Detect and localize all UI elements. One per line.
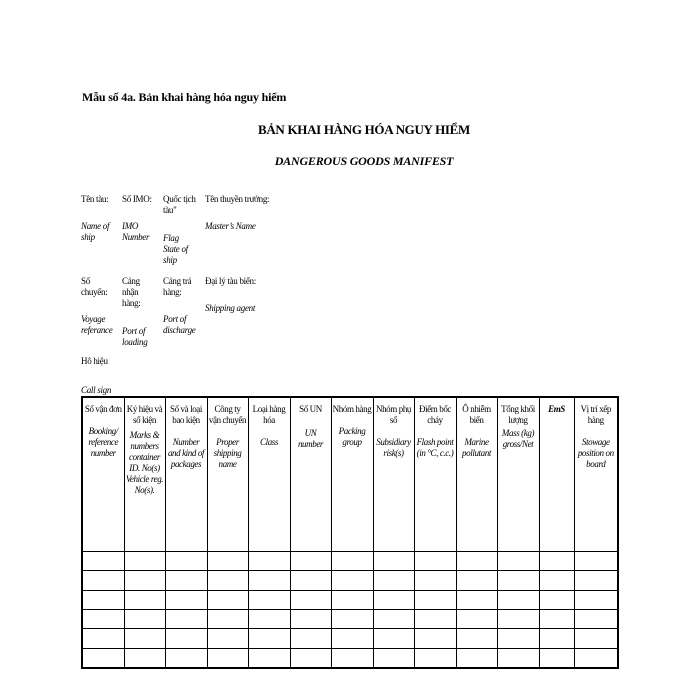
table-cell[interactable] [414, 551, 456, 570]
table-cell[interactable] [574, 590, 618, 609]
dangerous-goods-table [81, 396, 619, 669]
form-number: Mẫu số 4a. Bản khai hàng hóa nguy hiểm [82, 90, 287, 104]
column-header [456, 397, 497, 551]
column-header-vi: Nhóm phụ số [375, 404, 412, 425]
table-cell[interactable] [165, 590, 207, 609]
table-row [82, 590, 618, 609]
table-header-row [82, 397, 618, 551]
table-cell[interactable] [539, 551, 574, 570]
table-cell[interactable] [207, 551, 248, 570]
port-loading-label: Cảng nhận hàng: [122, 276, 141, 308]
table-cell[interactable] [574, 551, 618, 570]
title-vietnamese: BẢN KHAI HÀNG HÓA NGUY HIỂM [257, 122, 471, 137]
table-cell[interactable] [248, 648, 290, 668]
table-cell[interactable] [207, 609, 248, 628]
call-sign-en-label: Call sign [81, 385, 112, 395]
column-header [124, 397, 165, 551]
table-cell[interactable] [539, 571, 574, 590]
table-cell[interactable] [124, 648, 165, 668]
table-cell[interactable] [456, 590, 497, 609]
table-cell[interactable] [331, 609, 373, 628]
table-cell[interactable] [248, 629, 290, 648]
table-cell[interactable] [290, 551, 331, 570]
table-cell[interactable] [574, 571, 618, 590]
table-cell[interactable] [497, 648, 539, 668]
title-english: DANGEROUS GOODS MANIFEST [274, 154, 454, 168]
call-sign-label: Hô hiệu [81, 356, 108, 366]
table-cell[interactable] [165, 629, 207, 648]
table-cell[interactable] [456, 609, 497, 628]
port-discharge-label: Cảng trả hàng: [163, 276, 192, 297]
table-cell[interactable] [373, 609, 414, 628]
table-cell[interactable] [497, 629, 539, 648]
column-header-vi: Công ty vận chuyển [208, 404, 247, 425]
table-row [82, 609, 618, 628]
column-header-en: Flash point (in °C, c.c.) [416, 437, 454, 458]
table-cell[interactable] [373, 571, 414, 590]
column-header-en: Proper shipping name [213, 437, 242, 469]
column-header [331, 397, 373, 551]
table-cell[interactable] [456, 648, 497, 668]
table-cell[interactable] [124, 590, 165, 609]
table-cell[interactable] [82, 551, 124, 570]
table-cell[interactable] [124, 571, 165, 590]
column-header [539, 397, 574, 551]
column-header-vi: Loại hàng hóa [252, 404, 286, 425]
ship-name-label: Tên tàu: [81, 194, 109, 204]
column-header-en: Packing group [338, 426, 366, 447]
column-header-en: Marine pollutant [462, 437, 491, 458]
table-cell[interactable] [248, 609, 290, 628]
table-cell[interactable] [331, 629, 373, 648]
table-cell[interactable] [414, 648, 456, 668]
column-header-en: Mass (kg) gross/Net [501, 428, 535, 449]
shipping-agent-label: Đại lý tàu biển: [205, 276, 256, 286]
table-cell[interactable] [82, 629, 124, 648]
column-header-vi: Vị trí xếp hàng [580, 404, 611, 425]
column-header-vi: Tổng khối lượng [501, 404, 535, 425]
table-cell[interactable] [331, 590, 373, 609]
table-row [82, 648, 618, 668]
table-cell[interactable] [456, 551, 497, 570]
table-row [82, 571, 618, 590]
table-cell[interactable] [290, 590, 331, 609]
column-header-vi: Điểm bốc cháy [418, 404, 452, 425]
flag-en-label: Flag State of ship [163, 233, 188, 265]
column-header-en: Class [259, 437, 278, 447]
column-header [207, 397, 248, 551]
column-header [574, 397, 618, 551]
table-cell[interactable] [207, 571, 248, 590]
table-cell[interactable] [539, 609, 574, 628]
table-cell[interactable] [165, 609, 207, 628]
column-header-en: EmS [548, 404, 565, 414]
table-cell[interactable] [290, 648, 331, 668]
table-cell[interactable] [207, 590, 248, 609]
table-cell[interactable] [414, 571, 456, 590]
table-cell[interactable] [331, 571, 373, 590]
table-cell[interactable] [124, 551, 165, 570]
imo-label: Số IMO: [122, 194, 152, 204]
table-cell[interactable] [248, 551, 290, 570]
flag-label: Quốc tịch tàu" [163, 194, 196, 215]
table-cell[interactable] [290, 629, 331, 648]
table-cell[interactable] [539, 648, 574, 668]
column-header [373, 397, 414, 551]
port-loading-en-label: Port of loading [122, 326, 148, 347]
column-header-vi: Ký hiệu và số kiện [126, 404, 163, 425]
column-header [82, 397, 124, 551]
table-cell[interactable] [497, 609, 539, 628]
column-header-en: Marks & numbers container ID. No(s) Vehicle reg. No(s). [125, 430, 164, 495]
imo-en-label: IMO Number [122, 221, 150, 242]
column-header [165, 397, 207, 551]
voyage-label: Số chuyến: [81, 276, 108, 297]
table-cell[interactable] [290, 571, 331, 590]
table-cell[interactable] [539, 590, 574, 609]
table-cell[interactable] [82, 590, 124, 609]
table-cell[interactable] [165, 551, 207, 570]
table-cell[interactable] [207, 629, 248, 648]
table-cell[interactable] [373, 629, 414, 648]
table-cell[interactable] [497, 551, 539, 570]
master-name-label: Tên thuyền trưởng: [205, 194, 270, 204]
column-header-en: Number and kind of packages [167, 437, 205, 469]
table-cell[interactable] [165, 571, 207, 590]
table-cell[interactable] [414, 609, 456, 628]
ship-name-en-label: Name of ship [81, 221, 110, 242]
table-cell[interactable] [414, 629, 456, 648]
table-cell[interactable] [290, 609, 331, 628]
column-header-en: UN number [297, 428, 324, 449]
table-row [82, 629, 618, 648]
master-name-en-label: Master’s Name [205, 221, 256, 231]
table-cell[interactable] [539, 629, 574, 648]
port-discharge-en-label: Port of discharge [163, 314, 196, 335]
column-header-vi: Số vận đơn [84, 404, 122, 414]
table-cell[interactable] [574, 648, 618, 668]
table-cell[interactable] [82, 571, 124, 590]
column-header-vi: Ô nhiễm biển [462, 404, 491, 425]
table-cell[interactable] [373, 590, 414, 609]
table-cell[interactable] [373, 648, 414, 668]
column-header-vi: Số và loại bao kiện [170, 404, 202, 425]
column-header-en: Booking/ reference number [88, 426, 119, 458]
table-cell[interactable] [248, 571, 290, 590]
column-header [290, 397, 331, 551]
table-cell[interactable] [165, 648, 207, 668]
table-cell[interactable] [82, 648, 124, 668]
table-cell[interactable] [248, 590, 290, 609]
column-header-en: Subsidiary risk(s) [376, 437, 411, 458]
table-cell[interactable] [456, 571, 497, 590]
table-cell[interactable] [124, 609, 165, 628]
table-cell[interactable] [497, 590, 539, 609]
table-cell[interactable] [331, 648, 373, 668]
table-row [82, 551, 618, 570]
table-cell[interactable] [207, 648, 248, 668]
column-header [497, 397, 539, 551]
voyage-en-label: Voyage referance [81, 314, 113, 335]
table-cell[interactable] [331, 551, 373, 570]
table-cell[interactable] [497, 571, 539, 590]
table-cell[interactable] [456, 629, 497, 648]
column-header-en: Stowage position on board [577, 437, 614, 469]
shipping-agent-en-label: Shipping agent [205, 303, 256, 313]
table-cell[interactable] [82, 609, 124, 628]
table-cell[interactable] [574, 629, 618, 648]
column-header-vi: Nhóm hàng [332, 404, 372, 414]
column-header [248, 397, 290, 551]
table-cell[interactable] [414, 590, 456, 609]
column-header [414, 397, 456, 551]
table-cell[interactable] [574, 609, 618, 628]
table-cell[interactable] [373, 551, 414, 570]
column-header-vi: Số UN [299, 404, 322, 414]
table-cell[interactable] [124, 629, 165, 648]
